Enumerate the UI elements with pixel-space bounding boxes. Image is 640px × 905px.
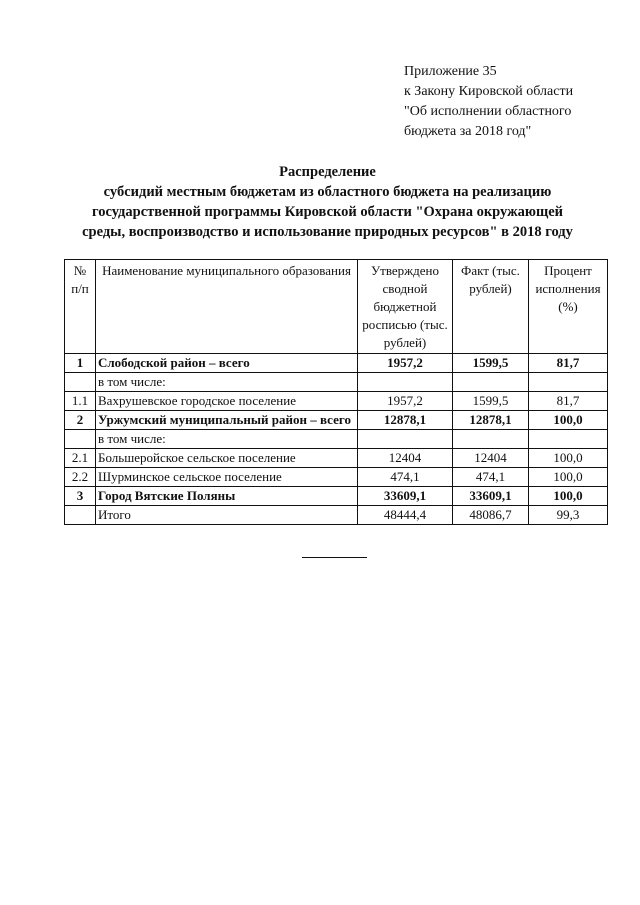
row-fact-cell: [453, 373, 529, 392]
row-percent-cell: 100,0: [529, 411, 608, 430]
header-name: Наименование муниципального образования: [96, 260, 358, 354]
row-approved-cell: [358, 430, 453, 449]
row-num-cell: 2.2: [65, 468, 96, 487]
appendix-line: бюджета за 2018 год": [404, 124, 532, 139]
row-num-cell: 2.1: [65, 449, 96, 468]
row-percent-cell: 99,3: [529, 506, 608, 525]
row-percent-cell: 81,7: [529, 354, 608, 373]
row-percent-cell: 100,0: [529, 449, 608, 468]
title-line: среды, воспроизводство и использование природных ресурсов" в 2018 году: [82, 224, 573, 240]
table-row: [65, 430, 608, 449]
row-approved-cell: 474,1: [358, 468, 453, 487]
row-approved-cell: [358, 373, 453, 392]
row-approved-cell: 48444,4: [358, 506, 453, 525]
title-line: Распределение: [279, 164, 376, 180]
row-name-cell: Итого: [96, 506, 358, 525]
appendix-line: Приложение 35: [404, 64, 497, 79]
row-approved-cell: 12404: [358, 449, 453, 468]
row-num-cell: 2: [65, 411, 96, 430]
row-approved-cell: 33609,1: [358, 487, 453, 506]
row-name-cell: Слободской район – всего: [96, 354, 358, 373]
row-name-cell: Город Вятские Поляны: [96, 487, 358, 506]
row-name-cell: в том числе:: [96, 373, 358, 392]
row-percent-cell: 100,0: [529, 487, 608, 506]
row-approved-cell: 1957,2: [358, 392, 453, 411]
title-line: государственной программы Кировской области "Охрана окружающей: [92, 204, 563, 220]
header-fact: Факт (тыс. рублей): [453, 260, 529, 354]
row-name-cell: Большеройское сельское поселение: [96, 449, 358, 468]
row-fact-cell: 1599,5: [453, 392, 529, 411]
table-row: [65, 449, 608, 468]
subsidy-table: [64, 259, 608, 525]
appendix-line: "Об исполнении областного: [404, 104, 572, 119]
row-num-cell: [65, 506, 96, 525]
table-row: [65, 411, 608, 430]
table-row: [65, 506, 608, 525]
row-fact-cell: 1599,5: [453, 354, 529, 373]
row-approved-cell: 12878,1: [358, 411, 453, 430]
document-title: [40, 162, 615, 242]
table-row: [65, 354, 608, 373]
row-name-cell: Уржумский муниципальный район – всего: [96, 411, 358, 430]
row-percent-cell: 100,0: [529, 468, 608, 487]
table-row: [65, 392, 608, 411]
row-fact-cell: 474,1: [453, 468, 529, 487]
row-fact-cell: 12878,1: [453, 411, 529, 430]
closing-rule: [302, 557, 367, 558]
row-percent-cell: 81,7: [529, 392, 608, 411]
row-approved-cell: 1957,2: [358, 354, 453, 373]
table-body: [65, 354, 608, 525]
row-fact-cell: 48086,7: [453, 506, 529, 525]
row-fact-cell: 12404: [453, 449, 529, 468]
row-percent-cell: [529, 430, 608, 449]
row-name-cell: в том числе:: [96, 430, 358, 449]
table-header-row: [65, 260, 608, 354]
title-line: субсидий местным бюджетам из областного бюджета на реализацию: [103, 184, 552, 200]
row-name-cell: Вахрушевское городское поселение: [96, 392, 358, 411]
row-num-cell: 1.1: [65, 392, 96, 411]
row-num-cell: [65, 373, 96, 392]
row-name-cell: Шурминское сельское поселение: [96, 468, 358, 487]
row-fact-cell: 33609,1: [453, 487, 529, 506]
header-percent: Процент исполнения (%): [529, 260, 608, 354]
row-num-cell: 3: [65, 487, 96, 506]
header-approved: Утверждено сводной бюджетной росписью (тыс. рублей): [358, 260, 453, 354]
header-num: № п/п: [65, 260, 96, 354]
appendix-block: [404, 62, 573, 142]
table-row: [65, 373, 608, 392]
row-num-cell: [65, 430, 96, 449]
appendix-line: к Закону Кировской области: [404, 84, 574, 99]
table-row: [65, 468, 608, 487]
row-percent-cell: [529, 373, 608, 392]
row-fact-cell: [453, 430, 529, 449]
table-row: [65, 487, 608, 506]
row-num-cell: 1: [65, 354, 96, 373]
